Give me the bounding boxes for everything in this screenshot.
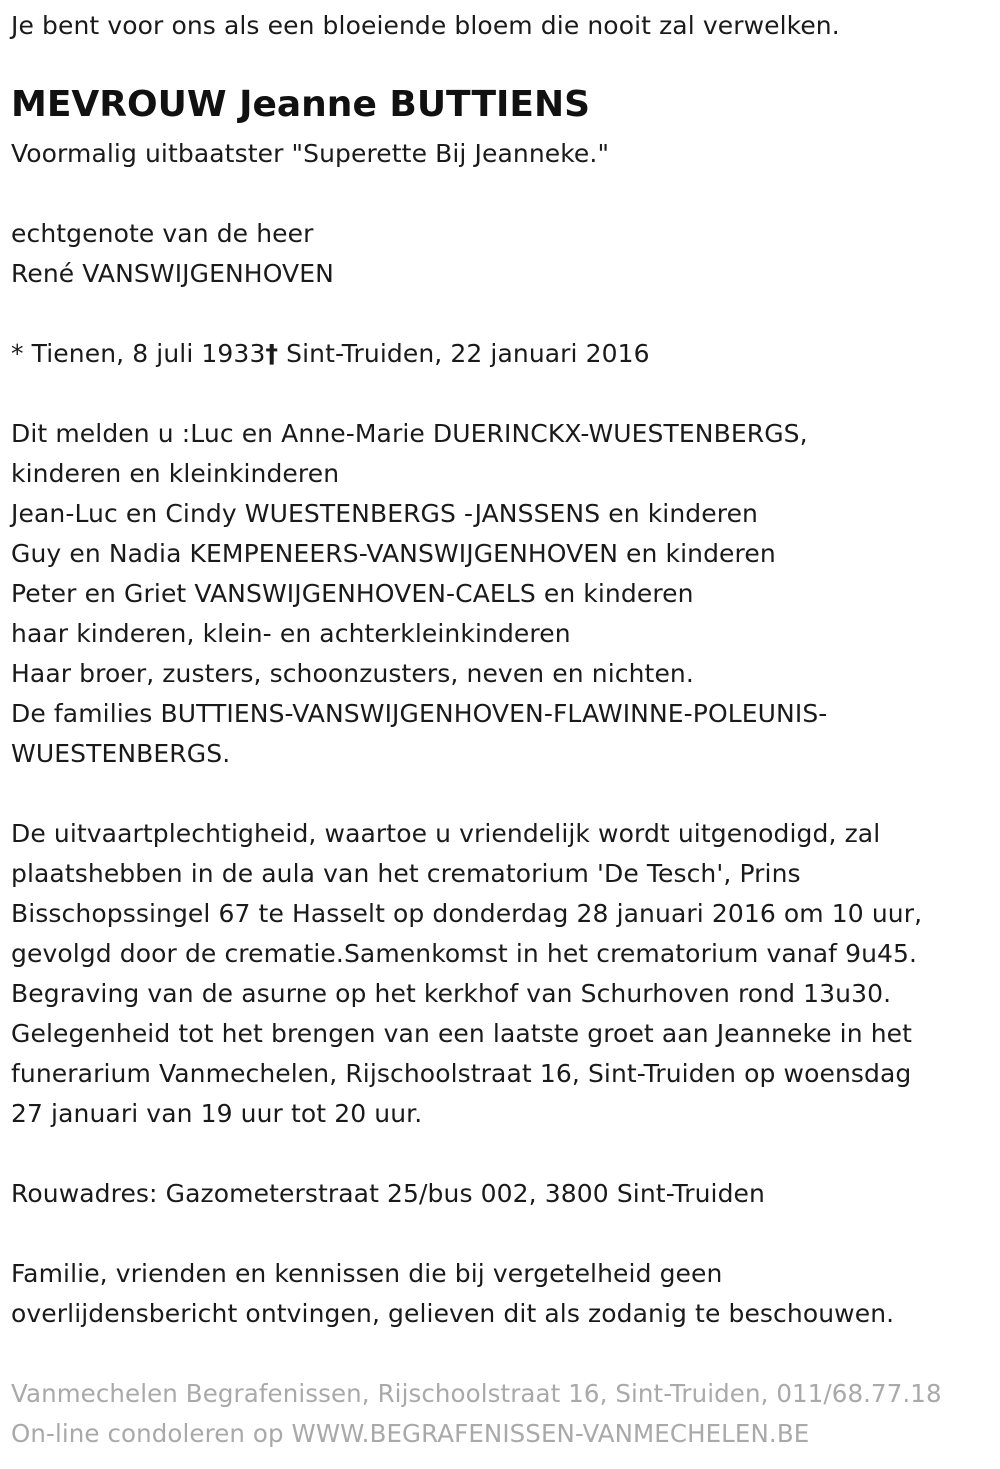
family-line: WUESTENBERGS. [11,739,231,768]
spouse-block [11,214,334,294]
funeral-service-block [11,814,922,1134]
motto: Je bent voor ons als een bloeiende bloem die nooit zal verwelken. [11,11,840,40]
family-line: Jean-Luc en Cindy WUESTENBERGS -JANSSENS en kinderen [11,499,758,528]
birth-death-dates [11,334,650,374]
service-line: Bisschopssingel 67 te Hasselt op donderdag 28 januari 2016 om 10 uur, [11,899,923,928]
dates-block [11,334,650,374]
spouse-line: echtgenote van de heer [11,219,314,248]
service-line: 27 januari van 19 uur tot 20 uur. [11,1099,423,1128]
cross-icon: † [265,339,279,368]
family-line: Guy en Nadia KEMPENEERS-VANSWIJGENHOVEN en kinderen [11,539,776,568]
service-line: Begraving van de asurne op het kerkhof van Schurhoven rond 13u30. [11,979,892,1008]
notice-block [11,1254,894,1334]
death-info: Sint-Truiden, 22 januari 2016 [278,339,650,368]
notice-line: Familie, vrienden en kennissen die bij vergetelheid geen [11,1259,723,1288]
role-block [11,134,609,174]
deceased-name: MEVROUW Jeanne BUTTIENS [11,84,591,125]
family-line: haar kinderen, klein- en achterkleinkinderen [11,619,571,648]
birth-info: * Tienen, 8 juli 1933 [11,339,266,368]
service-line: funerarium Vanmechelen, Rijschoolstraat 16, Sint-Truiden op woensdag [11,1059,912,1088]
service-line: Gelegenheid tot het brengen van een laatste groet aan Jeanneke in het [11,1019,913,1048]
mourning-address: Rouwadres: Gazometerstraat 25/bus 002, 3800 Sint-Truiden [11,1179,765,1208]
family-line: kinderen en kleinkinderen [11,459,340,488]
family-line: Peter en Griet VANSWIJGENHOVEN-CAELS en kinderen [11,579,694,608]
funeral-home-footer [11,1374,942,1454]
condolence-link[interactable]: On-line condoleren op WWW.BEGRAFENISSEN-VANMECHELEN.BE [11,1419,810,1448]
mourning-address-block [11,1174,765,1214]
family-line: Haar broer, zusters, schoonzusters, neven en nichten. [11,659,694,688]
spouse-name: René VANSWIJGENHOVEN [11,259,334,288]
service-line: plaatshebben in de aula van het crematorium 'De Tesch', Prins [11,859,801,888]
service-line: De uitvaartplechtigheid, waartoe u vriendelijk wordt uitgenodigd, zal [11,819,881,848]
family-line: Dit melden u :Luc en Anne-Marie DUERINCKX-WUESTENBERGS, [11,419,808,448]
notice-line: overlijdensbericht ontvingen, gelieven dit als zodanig te beschouwen. [11,1299,895,1328]
service-line: gevolgd door de crematie.Samenkomst in het crematorium vanaf 9u45. [11,939,918,968]
family-block [11,414,827,774]
funeral-home-contact: Vanmechelen Begrafenissen, Rijschoolstraat 16, Sint-Truiden, 011/68.77.18 [11,1379,942,1408]
former-occupation: Voormalig uitbaatster "Superette Bij Jeanneke." [11,139,610,168]
family-line: De families BUTTIENS-VANSWIJGENHOVEN-FLAWINNE-POLEUNIS- [11,699,828,728]
